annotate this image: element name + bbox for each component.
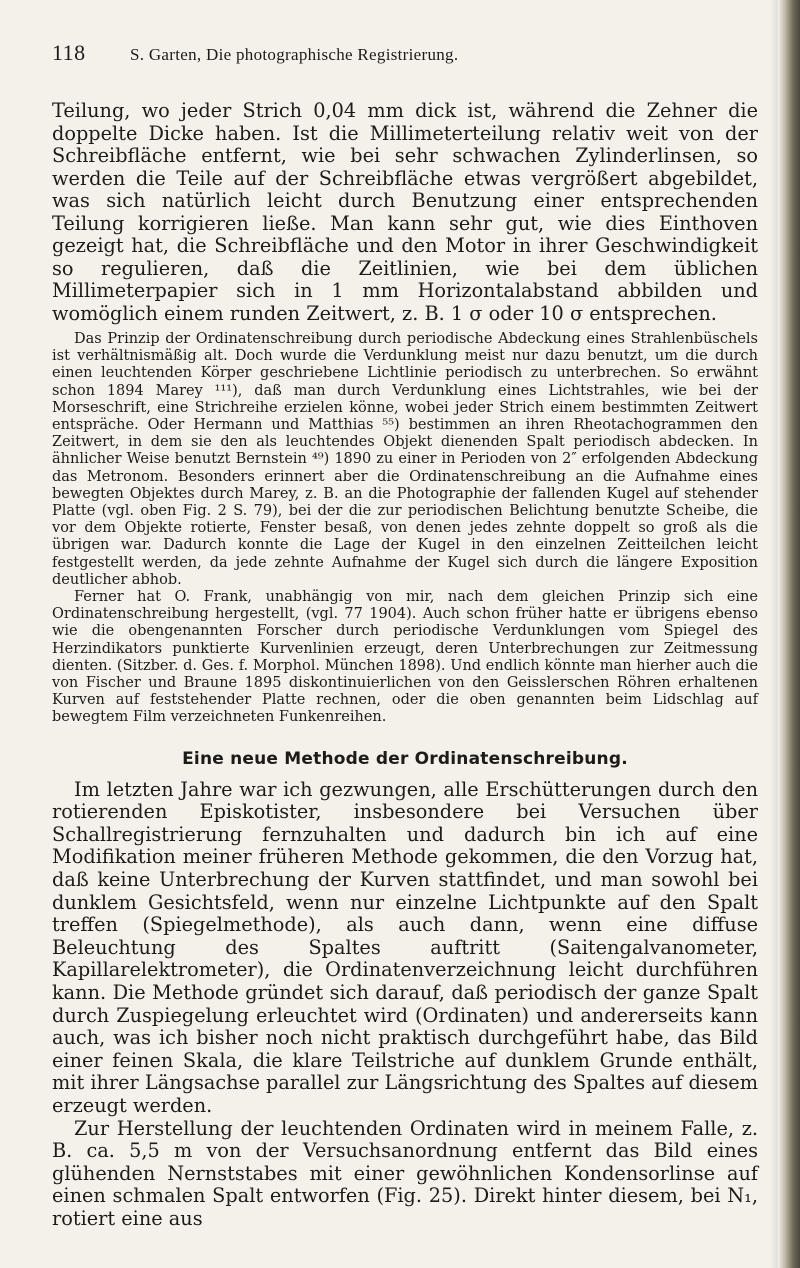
small-print-block <box>52 331 758 727</box>
page-number: 118 <box>52 40 86 65</box>
body-paragraph: Zur Herstellung der leuchtenden Ordinaten wird in meinem Falle, z. B. ca. 5,5 m von der Versuchsanordnung entfernt das Bild eines glühenden Nernststabes mit einer gewöhnlichen Kondensorlinse auf einen schmalen Spalt entworfen (Fig. 25). Direkt hinter diesem, bei N₁, rotiert eine aus <box>52 1116 758 1230</box>
small-print-paragraph: Das Prinzip der Ordinatenschreibung durch periodische Abdeckung eines Strahlenbüschels ist verhältnismäßig alt. Doch wurde die Verdunklung meist nur dazu benutzt, um die durch einen leuchtenden Körper geschriebene Lichtlinie periodisch zu unterbrechen. So erwähnt schon 1894 Marey ¹¹¹), daß man durch Verdunklung eines Lichtstrahles, wie bei der Morseschrift, eine Strichreihe erzielen könne, wobei jeder Strich einem bestimmten Zeitwert entspräche. Oder Hermann und Matthias ⁵⁵) bestimmen an ihren Rheotachogrammen den Zeitwert, in dem sie den als leuchtendes Objekt dienenden Spalt periodisch abdecken. In ähnlicher Weise benutzt Bernstein ⁴⁹) 1890 zu einer in Perioden von 2″ erfolgenden Abdeckung das Metronom. Besonders erinnert aber die Ordinatenschreibung an die Aufnahme eines bewegten Objektes durch Marey, z. B. an die Photographie der fallenden Kugel auf stehender Platte (vgl. oben Fig. 2 S. 79), bei der die zur periodischen Belichtung benutzte Scheibe, die vor dem Objekte rotierte, Fenster besaß, von denen jedes zehnte doppelt so groß als die übrigen war. Dadurch konnte die Lage der Kugel in den einzelnen Zeitteilchen leicht festgestellt werden, da jede zehnte Aufnahme der Kugel sich durch die längere Exposition deutlicher abhob. <box>52 331 758 588</box>
running-head: S. Garten, Die photographische Registrierung. <box>130 45 459 64</box>
body-paragraph: Im letzten Jahre war ich gezwungen, alle Erschütterungen durch den rotierenden Episkotister, insbesondere bei Versuchen über Schallregistrierung fernzuhalten und dadurch bin ich auf eine Modifikation meiner früheren Methode gekommen, die den Vorzug hat, daß keine Unterbrechung der Kurven stattfindet, und man sowohl bei dunklem Gesichtsfeld, wenn nur einzelne Lichtpunkte auf den Spalt treffen (Spiegelmethode), als auch dann, wenn eine diffuse Beleuchtung des Spaltes auftritt (Saitengalvanometer, Kapillarelektrometer), die Ordinatenverzeichnung leicht durchführen kann. Die Methode gründet sich darauf, daß periodisch der ganze Spalt durch Zuspiegelung erleuchtet wird (Ordinaten) und andererseits kann auch, was ich bisher noch nicht praktisch durchgeführt habe, das Bild einer feinen Skala, die klare Teilstriche auf dunklem Grunde enthält, mit ihrer Längsachse parallel zur Längsrichtung des Spaltes auf diesem erzeugt werden. <box>52 777 758 1117</box>
intro-paragraph: Teilung, wo jeder Strich 0,04 mm dick ist, während die Zehner die doppelte Dicke haben. Ist die Millimeterteilung relativ weit von der Schreibfläche entfernt, wie bei sehr schwachen Zylinderlinsen, so werden die Teile auf der Schreibfläche etwas vergrößert abgebildet, was sich natürlich leicht durch Benutzung einer entsprechenden Teilung korrigieren ließe. Man kann sehr gut, wie dies Einthoven gezeigt hat, die Schreibfläche und den Motor in ihrer Geschwindigkeit so regulieren, daß die Zeitlinien, wie bei dem üblichen Millimeterpapier sich in 1 mm Horizontalabstand abbilden und womöglich einem runden Zeitwert, z. B. 1 σ oder 10 σ entsprechen. <box>52 99 758 325</box>
section-heading: Eine neue Methode der Ordinatenschreibung. <box>182 748 628 769</box>
book-page <box>52 40 758 1231</box>
page-header <box>52 40 758 70</box>
book-page-edge <box>778 0 800 1268</box>
page-edge-shadow <box>770 0 778 1268</box>
small-print-paragraph: Ferner hat O. Frank, unabhängig von mir, nach dem gleichen Prinzip sich eine Ordinatenschreibung hergestellt, (vgl. 77 1904). Auch schon früher hatte er übrigens ebenso wie die obengenannten Forscher durch periodische Verdunklungen vom Spiegel des Herzindikators punktierte Kurvenlinien erzeugt, deren Unterbrechungen zur Zeitmessung dienten. (Sitzber. d. Ges. f. Morphol. München 1898). Und endlich könnte man hierher auch die von Fischer und Braune 1895 diskontinuierlichen von den Geisslerschen Röhren erhaltenen Kurven auf feststehender Platte rechnen, oder die oben genannten beim Lidschlag auf bewegtem Film verzeichneten Funkenreihen. <box>52 589 758 726</box>
